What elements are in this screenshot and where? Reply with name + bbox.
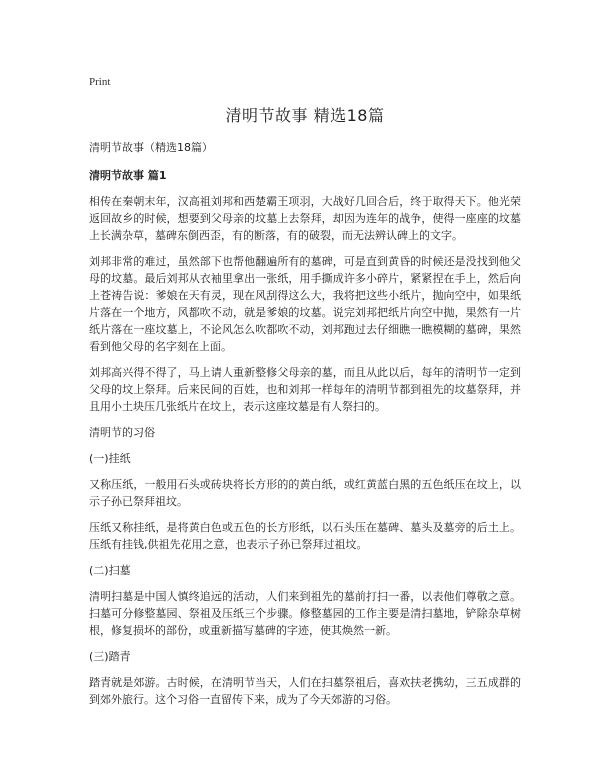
page-title: 清明节故事 精选18篇 xyxy=(225,106,385,125)
section-heading: 清明节故事 篇1 xyxy=(89,169,167,182)
custom-paragraph: 清明扫墓是中国人慎终追远的活动，人们来到祖先的墓前打扫一番，以表他们尊敬之意。扫墓可分修整墓园、祭祖及压纸三个步骤。修整墓园的工作主要是清扫墓地，铲除杂草树根，修复损坏的部份，或重新描写墓碑的字迹，使其焕然一新。 xyxy=(89,590,521,637)
custom-heading: (二)扫墓 xyxy=(89,564,131,577)
custom-paragraph: 压纸又称挂纸，是将黄白色或五色的长方形纸，以石头压在墓碑、墓头及墓旁的后土上。压纸有挂钱,供祖先花用之意，也表示子孙已祭拜过祖坟。 xyxy=(89,521,521,551)
customs-heading: 清明节的习俗 xyxy=(89,426,155,439)
print-link[interactable]: Print xyxy=(89,76,111,88)
story-paragraph: 刘邦高兴得不得了，马上请人重新整修父母亲的墓，而且从此以后，每年的清明节一定到父母的坟上祭拜。后来民间的百姓，也和刘邦一样每年的清明节都到祖先的坟墓祭拜，并且用小土块压几张纸片在坟上，表示这座坟墓是有人祭扫的。 xyxy=(89,366,521,413)
custom-heading: (三)踏青 xyxy=(89,650,131,663)
story-paragraph: 刘邦非常的难过，虽然部下也帮他翻遍所有的墓碑，可是直到黄昏的时候还是没找到他父母的坟墓。最后刘邦从衣袖里拿出一张纸，用手撕成许多小碎片，紧紧捏在手上，然后向上苍祷告说：爹娘在天有灵，现在风刮得这么大，我将把这些小纸片，抛向空中，如果纸片落在一个地方，风都吹不动，就是爹娘的坟墓。说完刘邦把纸片向空中抛，果然有一片纸片落在一座坟墓上，不论风怎么吹都吹不动，刘邦跑过去仔细瞧一瞧模糊的墓碑，果然看到他父母的名字刻在上面。 xyxy=(89,255,521,353)
custom-heading: (一)挂纸 xyxy=(89,452,131,465)
custom-paragraph: 踏青就是郊游。古时候，在清明节当天，人们在扫墓祭祖后，喜欢扶老携幼，三五成群的到郊外旅行。这个习俗一直留传下来，成为了今天郊游的习俗。 xyxy=(89,676,521,706)
document-page xyxy=(89,70,521,717)
document-subtitle: 清明节故事（精选18篇） xyxy=(89,141,213,154)
story-paragraph: 相传在秦朝末年，汉高祖刘邦和西楚霸王项羽，大战好几回合后，终于取得天下。他光荣返回故乡的时候，想要到父母亲的坟墓上去祭拜，却因为连年的战争，使得一座座的坟墓上长满杂草，墓碑东倒西歪，有的断落，有的破裂，而无法辨认碑上的文字。 xyxy=(89,195,521,242)
custom-paragraph: 又称压纸，一般用石头或砖块将长方形的的黄白纸，或红黄蓝白黑的五色纸压在坟上，以示子孙已祭拜祖坟。 xyxy=(89,478,521,508)
